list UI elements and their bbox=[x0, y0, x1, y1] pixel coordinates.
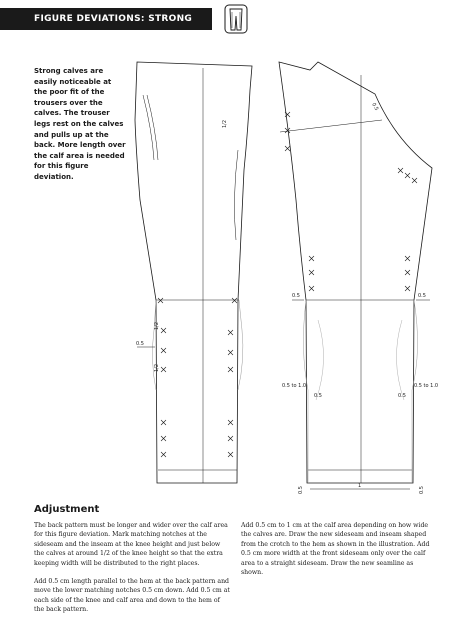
adjustment-paragraph: The back pattern must be longer and wider over the calf area for this figure deviation. Mark matching notches at the sideseam and the inseam at the knee height and just below the calves at around 1/2 of the knee height so that the extra keeping width will be distributed to the right places. bbox=[34, 522, 228, 567]
back-knee-left-label: 0.5 bbox=[292, 293, 300, 299]
adjustment-column-right bbox=[241, 521, 437, 586]
back-hem-left-label: 0.5 bbox=[298, 486, 304, 494]
front-knee-lower-label: 1/2 bbox=[154, 363, 160, 372]
adjustment-column-left bbox=[34, 521, 230, 624]
back-hem-mid-label: 1 bbox=[358, 483, 362, 489]
page-title: FIGURE DEVIATIONS: STRONG CALVES bbox=[34, 14, 193, 46]
front-side-offset-label: 0.5 bbox=[136, 341, 144, 347]
front-knee-upper-label: 1/2 bbox=[154, 321, 160, 330]
adjustment-title: Adjustment bbox=[34, 504, 100, 515]
back-waist-label: 0.5 bbox=[370, 102, 380, 112]
back-knee-right-label: 0.5 bbox=[418, 293, 426, 299]
front-pattern bbox=[135, 62, 252, 483]
back-hem-right-label: 0.5 bbox=[419, 486, 425, 494]
adjustment-paragraph: Add 0.5 cm length parallel to the hem at the back pattern and move the lower matching notches 0.5 cm down. Add 0.5 cm at each side of the knee and calf area and down to the hem of the back pattern. bbox=[34, 578, 230, 614]
back-calf-right-label: 0.5 to 1.0 bbox=[414, 383, 439, 389]
back-calf-right-sub-label: 0.5 bbox=[398, 393, 406, 399]
adjustment-paragraph: Add 0.5 cm to 1 cm at the calf area depending on how wide the calves are. Draw the new sideseam and inseam shaped from the crotch to the hem as shown in the illustration. Add 0.5 cm more width at the front sideseam only over the calf area to a straight sideseam. Draw the new seamline as shown. bbox=[241, 522, 430, 577]
front-top-label: 1/2 bbox=[222, 119, 228, 128]
back-calf-left-label: 0.5 to 1.0 bbox=[282, 383, 307, 389]
back-pattern bbox=[279, 62, 432, 489]
intro-text: Strong calves are easily noticeable at the poor fit of the trousers over the calves. The trouser legs rest on the calves and pulls up at the back. More length over the calf area is needed for this figure deviation. bbox=[34, 67, 126, 181]
back-calf-left-sub-label: 0.5 bbox=[314, 393, 322, 399]
